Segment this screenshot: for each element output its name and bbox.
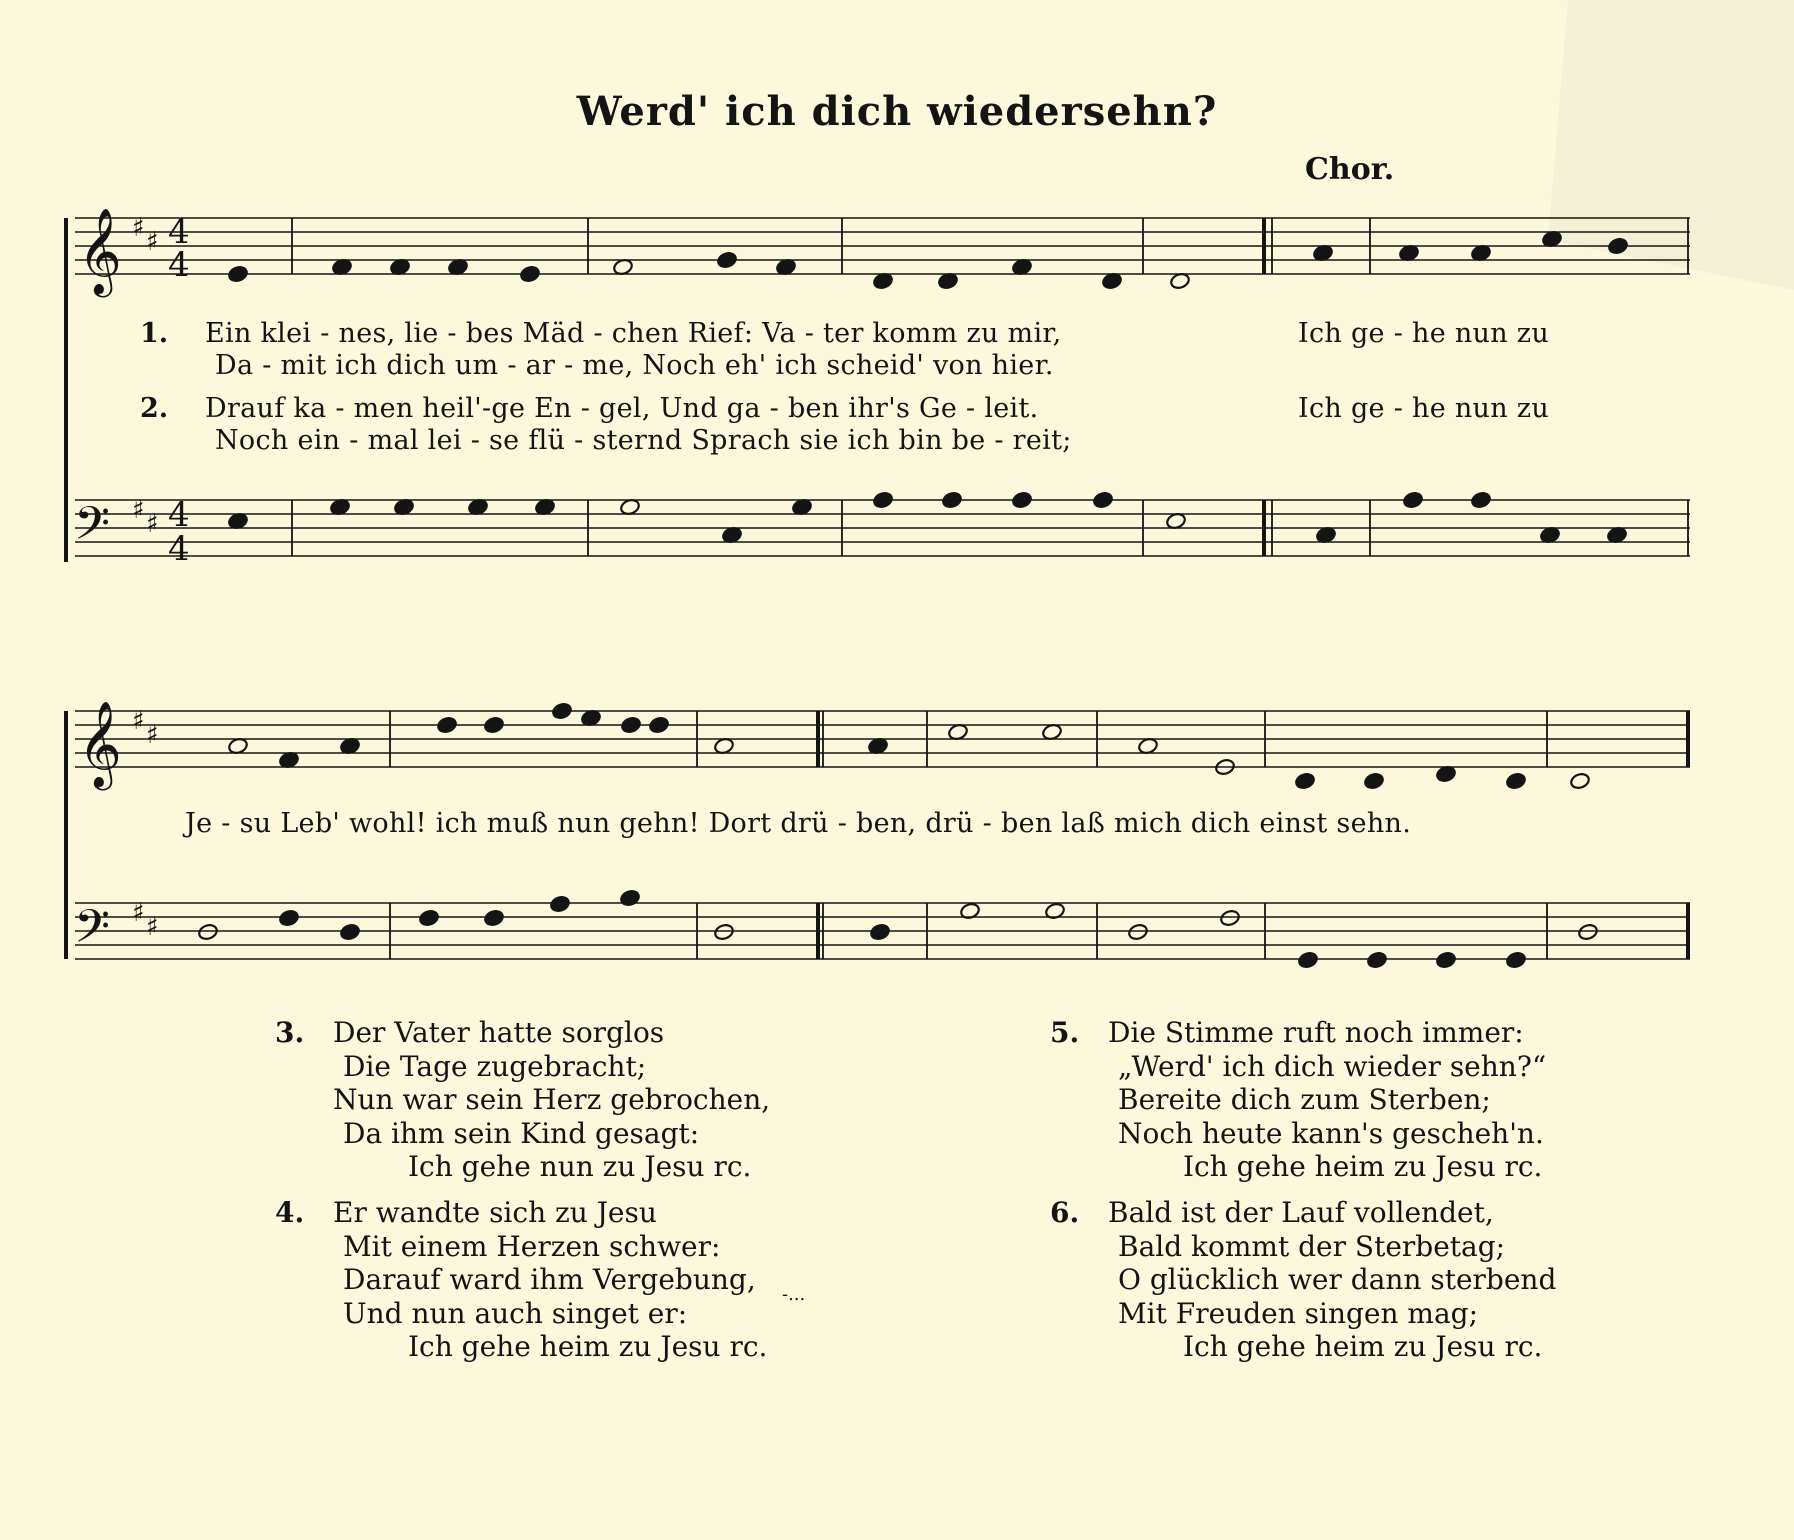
chorus-lyric-1: Ich ge - he nun zu <box>1298 318 1550 349</box>
stanza-line: Und nun auch singet er: <box>343 1296 688 1330</box>
stanza-line: Noch heute kann's gescheh'n. <box>1118 1116 1544 1150</box>
quarter-note <box>716 251 737 269</box>
sharp-sign: ♯ <box>146 720 159 750</box>
half-note <box>1577 923 1598 941</box>
half-note <box>1127 923 1148 941</box>
time-signature: 4 <box>168 495 190 535</box>
quarter-note <box>1092 491 1113 509</box>
stanza-line: Mit Freuden singen mag; <box>1118 1296 1479 1330</box>
verse-2-line-2: Noch ein - mal lei - se flü - sternd Sprach sie ich bin be - reit; <box>215 425 1072 456</box>
notes-system-1 <box>227 230 1628 544</box>
chorus-lyric-2: Ich ge - he nun zu <box>1298 393 1550 424</box>
stray-ink-mark: -... <box>782 1284 806 1305</box>
quarter-note <box>483 909 504 927</box>
verse-2-number: 2. <box>140 393 169 424</box>
song-title: Werd' ich dich wiedersehn? <box>576 88 1218 135</box>
stanza-refrain: Ich gehe heim zu Jesu rc. <box>408 1330 768 1363</box>
quarter-note <box>1011 491 1032 509</box>
quarter-note <box>619 889 640 907</box>
stanza-6 <box>1050 1196 1557 1364</box>
chorus-label: Chor. <box>1305 152 1395 187</box>
quarter-note <box>1402 491 1423 509</box>
verse-1-number: 1. <box>140 318 169 349</box>
quarter-note <box>551 702 572 720</box>
time-signature: 4 <box>168 529 190 569</box>
quarter-note <box>549 895 570 913</box>
stanza-3 <box>275 1016 771 1184</box>
bass-clef: 𝄢 <box>74 900 111 965</box>
half-note <box>1219 909 1240 927</box>
stanza-line: Bald ist der Lauf vollendet, <box>1108 1196 1494 1229</box>
quarter-note <box>1470 491 1491 509</box>
time-signature: 4 <box>168 212 190 252</box>
stanza-number: 4. <box>275 1196 305 1229</box>
half-note <box>713 923 734 941</box>
quarter-note <box>869 923 890 941</box>
stanza-refrain: Ich gehe nun zu Jesu rc. <box>408 1150 752 1183</box>
time-signature: 4 <box>168 245 190 285</box>
quarter-note <box>1607 237 1628 255</box>
quarter-note <box>483 716 504 734</box>
sharp-sign: ♯ <box>132 706 145 736</box>
sharp-sign: ♯ <box>146 227 159 257</box>
sharp-sign: ♯ <box>132 213 145 243</box>
stanza-line: O glücklich wer dann sterbend <box>1118 1263 1557 1296</box>
stanza-line: Da ihm sein Kind gesagt: <box>343 1116 700 1150</box>
stanza-4 <box>275 1196 768 1364</box>
quarter-note <box>1505 772 1526 790</box>
quarter-note <box>278 909 299 927</box>
stanza-refrain: Ich gehe heim zu Jesu rc. <box>1183 1150 1543 1183</box>
half-note <box>1569 772 1590 790</box>
stanza-line: Die Tage zugebracht; <box>343 1049 647 1083</box>
quarter-note <box>941 491 962 509</box>
stanza-line: Darauf ward ihm Vergebung, <box>343 1263 756 1296</box>
stanza-line: Er wandte sich zu Jesu <box>333 1196 657 1229</box>
quarter-note <box>1363 772 1384 790</box>
stanza-line: „Werd' ich dich wieder sehn?“ <box>1118 1049 1547 1083</box>
stanza-line: Mit einem Herzen schwer: <box>343 1229 721 1263</box>
quarter-note <box>620 716 641 734</box>
stanza-line: Der Vater hatte sorglos <box>333 1016 665 1049</box>
quarter-note <box>648 716 669 734</box>
stanza-number: 5. <box>1050 1016 1080 1049</box>
stanza-5 <box>1050 1016 1547 1184</box>
stanza-number: 3. <box>275 1016 305 1049</box>
sharp-sign: ♯ <box>146 509 159 539</box>
verse-2-line-1: Drauf ka - men heil'-ge En - gel, Und ga - ben ihr's Ge - leit. <box>205 393 1039 424</box>
quarter-note <box>436 716 457 734</box>
stanza-line: Die Stimme ruft noch immer: <box>1108 1016 1524 1049</box>
sharp-sign: ♯ <box>132 898 145 928</box>
quarter-note <box>1505 951 1526 969</box>
bass-clef: 𝄢 <box>74 497 111 562</box>
quarter-note <box>872 491 893 509</box>
quarter-note <box>339 923 360 941</box>
quarter-note <box>1294 772 1315 790</box>
sharp-sign: ♯ <box>132 495 145 525</box>
sharp-sign: ♯ <box>146 912 159 942</box>
quarter-note <box>519 265 540 283</box>
stanza-line: Nun war sein Herz gebrochen, <box>333 1083 771 1116</box>
quarter-note <box>1366 951 1387 969</box>
half-note <box>197 923 218 941</box>
stanza-number: 6. <box>1050 1196 1080 1229</box>
system-2-lyric: Je - su Leb' wohl! ich muß nun gehn! Dort drü - ben, drü - ben laß mich dich einst sehn. <box>185 808 1412 839</box>
verse-1-line-1: Ein klei - nes, lie - bes Mäd - chen Rief: Va - ter komm zu mir, <box>205 318 1062 349</box>
quarter-note <box>418 909 439 927</box>
quarter-note <box>227 265 248 283</box>
treble-clef: 𝄞 <box>78 701 122 787</box>
treble-clef: 𝄞 <box>78 208 122 294</box>
quarter-note <box>1435 951 1456 969</box>
quarter-note <box>1297 951 1318 969</box>
stanza-line: Bald kommt der Sterbetag; <box>1118 1229 1506 1263</box>
verse-1-line-2: Da - mit ich dich um - ar - me, Noch eh' ich scheid' von hier. <box>215 350 1054 381</box>
stanza-refrain: Ich gehe heim zu Jesu rc. <box>1183 1330 1543 1363</box>
stanza-line: Bereite dich zum Sterben; <box>1118 1083 1491 1116</box>
system-1 <box>66 208 1690 569</box>
